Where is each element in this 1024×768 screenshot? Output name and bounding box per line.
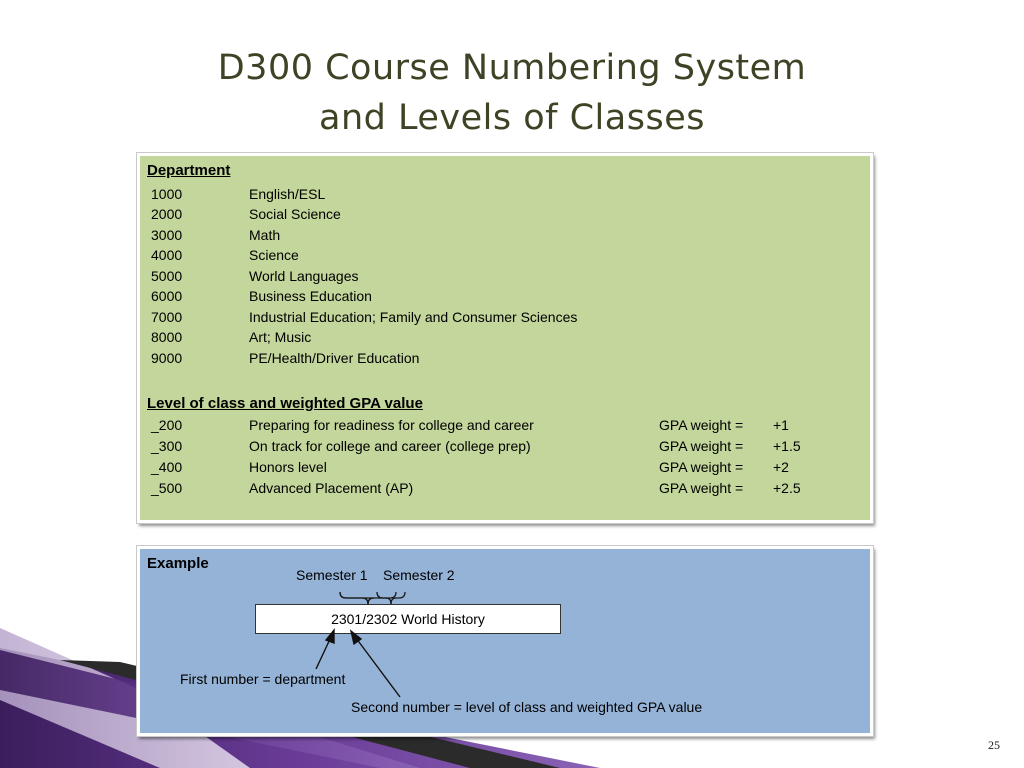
department-name: Social Science: [249, 206, 341, 222]
example-heading: Example: [147, 555, 209, 572]
level-description: Advanced Placement (AP): [249, 480, 414, 496]
semester-2-label: Semester 2: [383, 567, 455, 583]
department-code: 2000: [151, 206, 183, 222]
department-code: 6000: [151, 288, 183, 304]
department-name: Art; Music: [249, 329, 312, 345]
department-name: World Languages: [249, 268, 359, 284]
level-code: _200: [151, 417, 183, 433]
department-code: 5000: [151, 268, 183, 284]
gpa-weight-label: GPA weight =: [659, 417, 744, 433]
department-code: 1000: [151, 186, 183, 202]
department-name: English/ESL: [249, 186, 326, 202]
gpa-weight-value: +1: [773, 417, 789, 433]
level-description: On track for college and career (college prep): [249, 438, 531, 454]
page-number: 25: [988, 738, 1000, 752]
example-course-box: 2301/2302 World History: [255, 604, 561, 634]
department-name: Industrial Education; Family and Consumer Sciences: [249, 309, 578, 325]
department-name: PE/Health/Driver Education: [249, 350, 420, 366]
department-name: Math: [249, 227, 281, 243]
level-description: Preparing for readiness for college and career: [249, 417, 534, 433]
gpa-weight-value: +1.5: [773, 438, 801, 454]
department-name: Science: [249, 247, 299, 263]
department-code: 4000: [151, 247, 183, 263]
department-heading: Department: [147, 162, 231, 179]
gpa-weight-label: GPA weight =: [659, 480, 744, 496]
department-code: 3000: [151, 227, 183, 243]
semester-1-label: Semester 1: [296, 567, 368, 583]
slide-title-line-1: D300 Course Numbering System: [217, 48, 807, 88]
level-description: Honors level: [249, 459, 327, 475]
level-code: _300: [151, 438, 183, 454]
gpa-weight-label: GPA weight =: [659, 459, 744, 475]
slide-title-line-2: and Levels of Classes: [319, 98, 705, 138]
department-and-level-panel: [137, 153, 873, 523]
level-code: _400: [151, 459, 183, 475]
second-number-note: Second number = level of class and weighted GPA value: [351, 699, 703, 715]
first-number-note: First number = department: [180, 671, 346, 687]
gpa-weight-value: +2.5: [773, 480, 801, 496]
department-code: 9000: [151, 350, 183, 366]
gpa-weight-value: +2: [773, 459, 789, 475]
department-code: 7000: [151, 309, 183, 325]
gpa-weight-label: GPA weight =: [659, 438, 744, 454]
level-code: _500: [151, 480, 183, 496]
department-code: 8000: [151, 329, 183, 345]
department-name: Business Education: [249, 288, 372, 304]
level-heading: Level of class and weighted GPA value: [147, 395, 423, 412]
